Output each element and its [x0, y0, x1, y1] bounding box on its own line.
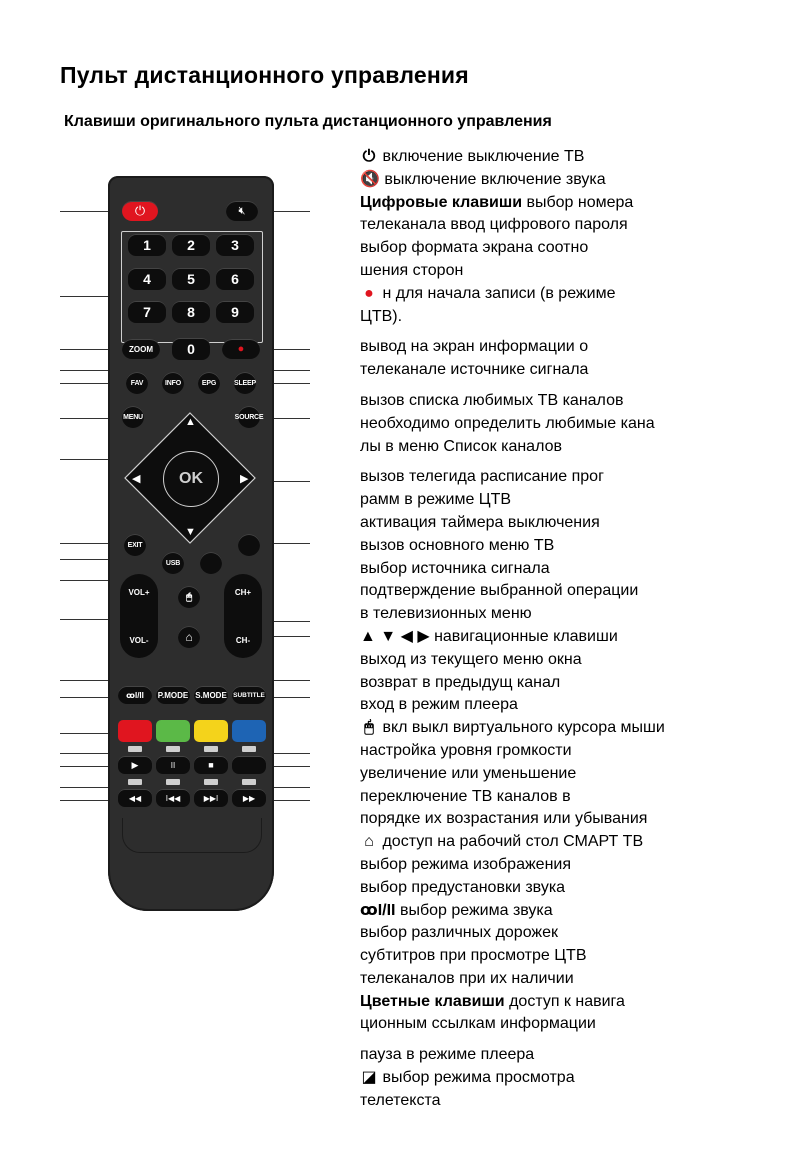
teletext-cancel-icon	[242, 779, 256, 785]
description-text: настройка уровня громкости	[360, 741, 572, 759]
description-text: вызов списка любимых ТВ каналов	[360, 391, 624, 409]
number-button[interactable]: 0	[172, 338, 210, 360]
description-line	[360, 900, 800, 923]
yellow-color-button[interactable]	[194, 720, 228, 742]
description-text: увеличение или уменьшение	[360, 764, 577, 782]
description-line	[360, 808, 800, 831]
fav-button[interactable]: FAV	[126, 372, 148, 394]
teletext-size-icon	[242, 746, 256, 752]
usb-button[interactable]: USB	[162, 552, 184, 574]
description-line	[360, 717, 800, 740]
description-text: выбор источника сигнала	[360, 559, 550, 577]
teletext-mix-icon	[166, 746, 180, 752]
description-text: пауза в режиме плеера	[360, 1046, 535, 1064]
key-symbol-icon: ●	[364, 284, 374, 302]
number-button[interactable]: 2	[172, 234, 210, 256]
channel-rocker[interactable]	[224, 574, 262, 658]
play-button[interactable]: ▶	[118, 756, 152, 774]
description-line	[360, 877, 800, 900]
description-line	[360, 672, 800, 695]
teletext-hold-icon	[204, 746, 218, 752]
description-text: выключение включение звука	[384, 170, 606, 188]
description-text: н для начала записи (в режиме	[382, 284, 616, 302]
source-button[interactable]: SOURCE	[238, 406, 260, 428]
description-line	[360, 146, 800, 169]
description-text: выбор режима звука	[399, 901, 553, 919]
description-text: вкл выкл виртуального курсора мыши	[382, 719, 665, 737]
key-group-name: Цифровые клавиши	[360, 193, 523, 211]
description-line	[360, 306, 800, 329]
back-button[interactable]	[200, 552, 222, 574]
home-icon: ⌂	[185, 630, 193, 644]
description-line	[360, 1044, 800, 1067]
power-icon: ⏻	[134, 203, 146, 218]
description-text: телеканала ввод цифрового пароля	[360, 216, 628, 234]
key-descriptions	[360, 146, 800, 1113]
number-button[interactable]: 6	[216, 268, 254, 290]
description-line	[360, 694, 800, 717]
description-line	[360, 854, 800, 877]
mute-button[interactable]	[226, 201, 258, 221]
description-text: ▲ ▼ ◀ ▶ навигационные клавиши	[360, 627, 618, 645]
smode-button[interactable]: S.MODE	[194, 686, 228, 704]
description-line	[360, 436, 800, 459]
stop-button[interactable]: ■	[194, 756, 228, 774]
description-text: включение выключение ТВ	[382, 148, 585, 165]
vol-plus-label: VOL+	[128, 588, 150, 597]
description-text: телетекста	[360, 1091, 441, 1109]
description-line	[360, 740, 800, 763]
description-line	[360, 558, 800, 581]
description-text: ционным ссылкам информации	[360, 1015, 596, 1033]
description-text: выбор режима просмотра	[382, 1069, 575, 1087]
description-line	[360, 413, 800, 436]
blank-button[interactable]	[238, 534, 260, 556]
description-line	[360, 922, 800, 945]
page-title: Пульт дистанционного управления	[60, 62, 469, 88]
number-button[interactable]: 1	[128, 234, 166, 256]
description-text: необходимо определить любимые кана	[360, 414, 655, 432]
description-text: телеканалов при их наличии	[360, 969, 574, 987]
sleep-button[interactable]: SLEEP	[234, 372, 256, 394]
description-line	[360, 192, 800, 215]
subtitle-button[interactable]: SUBTITLE	[232, 686, 266, 704]
volume-rocker[interactable]	[120, 574, 158, 658]
ok-button[interactable]: OK	[163, 451, 219, 507]
description-line	[360, 169, 800, 192]
description-text: вызов основного меню ТВ	[360, 536, 555, 554]
blue-color-button[interactable]	[232, 720, 266, 742]
mouse-icon: 🖱︎	[186, 591, 192, 603]
description-text: ЦТВ).	[360, 307, 403, 325]
description-line	[360, 580, 800, 603]
description-line	[360, 831, 800, 854]
description-text: доступ на рабочий стол СМАРТ ТВ	[382, 833, 644, 851]
description-line	[360, 968, 800, 991]
number-button[interactable]: 8	[172, 301, 210, 323]
rewind-button[interactable]: ◀◀	[118, 789, 152, 807]
exit-button[interactable]: EXIT	[124, 534, 146, 556]
description-text: выбор номера	[526, 193, 634, 211]
description-line	[360, 359, 800, 382]
next-button[interactable]: ▶▶I	[194, 789, 228, 807]
mute-icon: 🔇︎	[238, 204, 246, 217]
description-line	[360, 390, 800, 413]
teletext-subpage-icon	[166, 779, 180, 785]
description-text: переключение ТВ каналов в	[360, 787, 571, 805]
description-line	[360, 489, 800, 512]
description-line	[360, 1090, 800, 1113]
arrow-right-icon[interactable]: ▶	[240, 473, 249, 485]
teletext-reveal-icon	[204, 779, 218, 785]
ch-minus-label: CH-	[235, 636, 251, 645]
description-text: выход из текущего меню окна	[360, 650, 582, 668]
info-button[interactable]: INFO	[162, 372, 184, 394]
description-line	[360, 603, 800, 626]
description-line	[360, 283, 800, 306]
page-subtitle: Клавиши оригинального пульта дистанционного управления	[64, 113, 552, 130]
record-icon: ●	[237, 343, 245, 355]
blank-media-button[interactable]	[232, 756, 266, 774]
number-button[interactable]: 5	[172, 268, 210, 290]
epg-button[interactable]: EPG	[198, 372, 220, 394]
teletext-icon	[128, 746, 142, 752]
green-color-button[interactable]	[156, 720, 190, 742]
audio-mode-button[interactable]: ꝏI/II	[118, 686, 152, 704]
key-symbol-icon: ⏻	[362, 148, 376, 165]
key-group-name: Цветные клавиши	[360, 992, 505, 1010]
teletext-index-icon	[128, 779, 142, 785]
description-text: выбор различных дорожек	[360, 924, 559, 942]
description-text: телеканале источнике сигнала	[360, 361, 589, 379]
mouse-button[interactable]	[178, 586, 200, 608]
key-symbol-icon: ◪	[361, 1069, 377, 1087]
description-line	[360, 260, 800, 283]
description-line	[360, 535, 800, 558]
description-text: доступ к навига	[509, 992, 625, 1010]
number-button[interactable]: 4	[128, 268, 166, 290]
description-line	[360, 1067, 800, 1090]
description-text: субтитров при просмотре ЦТВ	[360, 947, 587, 965]
description-text: рамм в режиме ЦТВ	[360, 491, 512, 509]
description-text: шения сторон	[360, 261, 464, 279]
description-text: активация таймера выключения	[360, 513, 600, 531]
description-text: порядке их возрастания или убывания	[360, 810, 648, 828]
description-line	[360, 336, 800, 359]
vol-minus-label: VOL-	[129, 636, 149, 645]
arrow-up-icon[interactable]: ▲	[185, 416, 196, 428]
prev-button[interactable]: I◀◀	[156, 789, 190, 807]
description-line	[360, 763, 800, 786]
power-button[interactable]	[122, 201, 158, 221]
description-line	[360, 786, 800, 809]
description-text: выбор предустановки звука	[360, 878, 566, 896]
description-line	[360, 991, 800, 1014]
record-button[interactable]	[222, 339, 260, 359]
description-line	[360, 512, 800, 535]
number-button[interactable]: 9	[216, 301, 254, 323]
description-text: подтверждение выбранной операции	[360, 582, 639, 600]
pmode-button[interactable]: P.MODE	[156, 686, 190, 704]
description-line	[360, 214, 800, 237]
description-text: выбор формата экрана соотно	[360, 239, 589, 257]
pause-button[interactable]: II	[156, 756, 190, 774]
description-text: вызов телегида расписание прог	[360, 468, 604, 486]
home-button[interactable]	[178, 626, 200, 648]
description-text: вывод на экран информации о	[360, 338, 589, 356]
description-text: возврат в предыдущ канал	[360, 673, 561, 691]
description-text: в телевизионных меню	[360, 605, 532, 623]
arrow-left-icon[interactable]: ◀	[132, 473, 141, 485]
description-line	[360, 237, 800, 260]
remote-bottom-panel	[122, 818, 262, 853]
description-line	[360, 649, 800, 672]
ch-plus-label: CH+	[234, 588, 252, 597]
description-line	[360, 626, 800, 649]
arrow-down-icon[interactable]: ▼	[185, 526, 196, 538]
number-button[interactable]: 7	[128, 301, 166, 323]
key-symbol-icon: 🔇	[360, 170, 380, 188]
description-text: вход в режим плеера	[360, 696, 518, 714]
red-color-button[interactable]	[118, 720, 152, 742]
description-line	[360, 1013, 800, 1036]
zoom-button[interactable]: ZOOM	[122, 339, 160, 359]
number-button[interactable]: 3	[216, 234, 254, 256]
description-text: лы в меню Список каналов	[360, 437, 562, 455]
fast-forward-button[interactable]: ▶▶	[232, 789, 266, 807]
menu-button[interactable]: MENU	[122, 406, 144, 428]
description-line	[360, 945, 800, 968]
remote-control	[108, 176, 274, 911]
key-symbol-icon: ꝏI/II	[360, 901, 396, 919]
description-text: выбор режима изображения	[360, 855, 571, 873]
description-line	[360, 466, 800, 489]
key-symbol-icon: ⌂	[364, 833, 374, 851]
key-symbol-icon: 🖱	[364, 719, 374, 737]
